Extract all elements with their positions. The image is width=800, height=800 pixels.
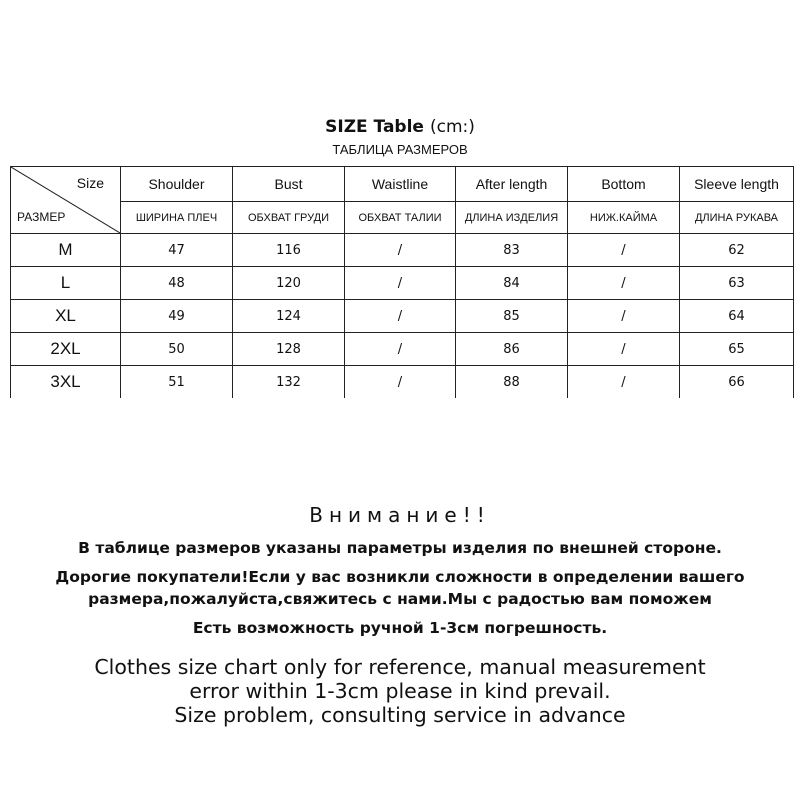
notice-ru-line: Есть возможность ручной 1-3см погрешность. (192, 619, 608, 637)
table-cell: / (345, 366, 456, 399)
size-cell: 3XL (11, 366, 121, 399)
col-subheader-waistline: ОБХВАТ ТАЛИИ (345, 202, 456, 234)
table-cell: 132 (233, 366, 345, 399)
col-subheader-bottom: НИЖ.КАЙМА (568, 202, 680, 234)
size-cell: XL (11, 300, 121, 333)
table-cell: 65 (680, 333, 794, 366)
table-cell: / (568, 267, 680, 300)
table-row (11, 300, 794, 333)
table-cell: 66 (680, 366, 794, 399)
table-row (11, 333, 794, 366)
table-cell: / (568, 366, 680, 399)
col-header-shoulder: Shoulder (121, 167, 233, 202)
table-cell: 50 (121, 333, 233, 366)
col-subheader-sleeve-length: ДЛИНА РУКАВА (680, 202, 794, 234)
notice-en-line: Clothes size chart only for reference, manual measurement (94, 655, 706, 679)
table-cell: / (568, 300, 680, 333)
col-header-sleeve-length: Sleeve length (680, 167, 794, 202)
notice-title: Внимание!! (309, 503, 491, 527)
size-cell: M (11, 234, 121, 267)
table-cell: 116 (233, 234, 345, 267)
size-cell: L (11, 267, 121, 300)
table-cell: / (568, 333, 680, 366)
table-cell: 49 (121, 300, 233, 333)
notice-ru-line: В таблице размеров указаны параметры изделия по внешней стороне. (78, 539, 722, 557)
table-cell: 51 (121, 366, 233, 399)
table-cell: / (345, 267, 456, 300)
table-title-unit: (cm:) (429, 117, 475, 137)
col-header-bust: Bust (233, 167, 345, 202)
table-cell: 88 (456, 366, 568, 399)
table-cell: / (345, 234, 456, 267)
table-row (11, 267, 794, 300)
table-row (11, 366, 794, 399)
header-row-en (11, 167, 794, 202)
table-cell: 48 (121, 267, 233, 300)
table-cell: / (345, 300, 456, 333)
table-cell: 86 (456, 333, 568, 366)
col-header-bottom: Bottom (568, 167, 680, 202)
notice-ru-line: Дорогие покупатели!Если у вас возникли сложности в определении вашего (55, 568, 745, 586)
size-table (10, 166, 794, 398)
col-header-waistline: Waistline (345, 167, 456, 202)
notice-ru-line: размера,пожалуйста,свяжитесь с нами.Мы с радостью вам поможем (88, 590, 712, 608)
table-cell: 84 (456, 267, 568, 300)
table-row (11, 234, 794, 267)
title-block (0, 116, 800, 159)
col-subheader-after-length: ДЛИНА ИЗДЕЛИЯ (456, 202, 568, 234)
table-title-text: SIZE Table (325, 117, 424, 137)
table-cell: 128 (233, 333, 345, 366)
table-cell: 63 (680, 267, 794, 300)
table-cell: 62 (680, 234, 794, 267)
table-cell: 85 (456, 300, 568, 333)
corner-cell (11, 167, 121, 234)
corner-label-razmer: РАЗМЕР (17, 210, 66, 224)
header-row-ru (11, 202, 794, 234)
corner-label-size: Size (76, 175, 104, 191)
table-cell: / (568, 234, 680, 267)
table-cell: / (345, 333, 456, 366)
col-header-after-length: After length (456, 167, 568, 202)
size-cell: 2XL (11, 333, 121, 366)
notice-en-line: Size problem, consulting service in advance (174, 703, 626, 727)
table-cell: 120 (233, 267, 345, 300)
table-title (0, 116, 800, 138)
col-subheader-shoulder: ШИРИНА ПЛЕЧ (121, 202, 233, 234)
notice-en-line: error within 1-3cm please in kind prevail. (189, 679, 611, 703)
table-cell: 124 (233, 300, 345, 333)
table-cell: 47 (121, 234, 233, 267)
table-cell: 83 (456, 234, 568, 267)
col-subheader-bust: ОБХВАТ ГРУДИ (233, 202, 345, 234)
table-cell: 64 (680, 300, 794, 333)
table-subtitle: ТАБЛИЦА РАЗМЕРОВ (332, 142, 468, 157)
